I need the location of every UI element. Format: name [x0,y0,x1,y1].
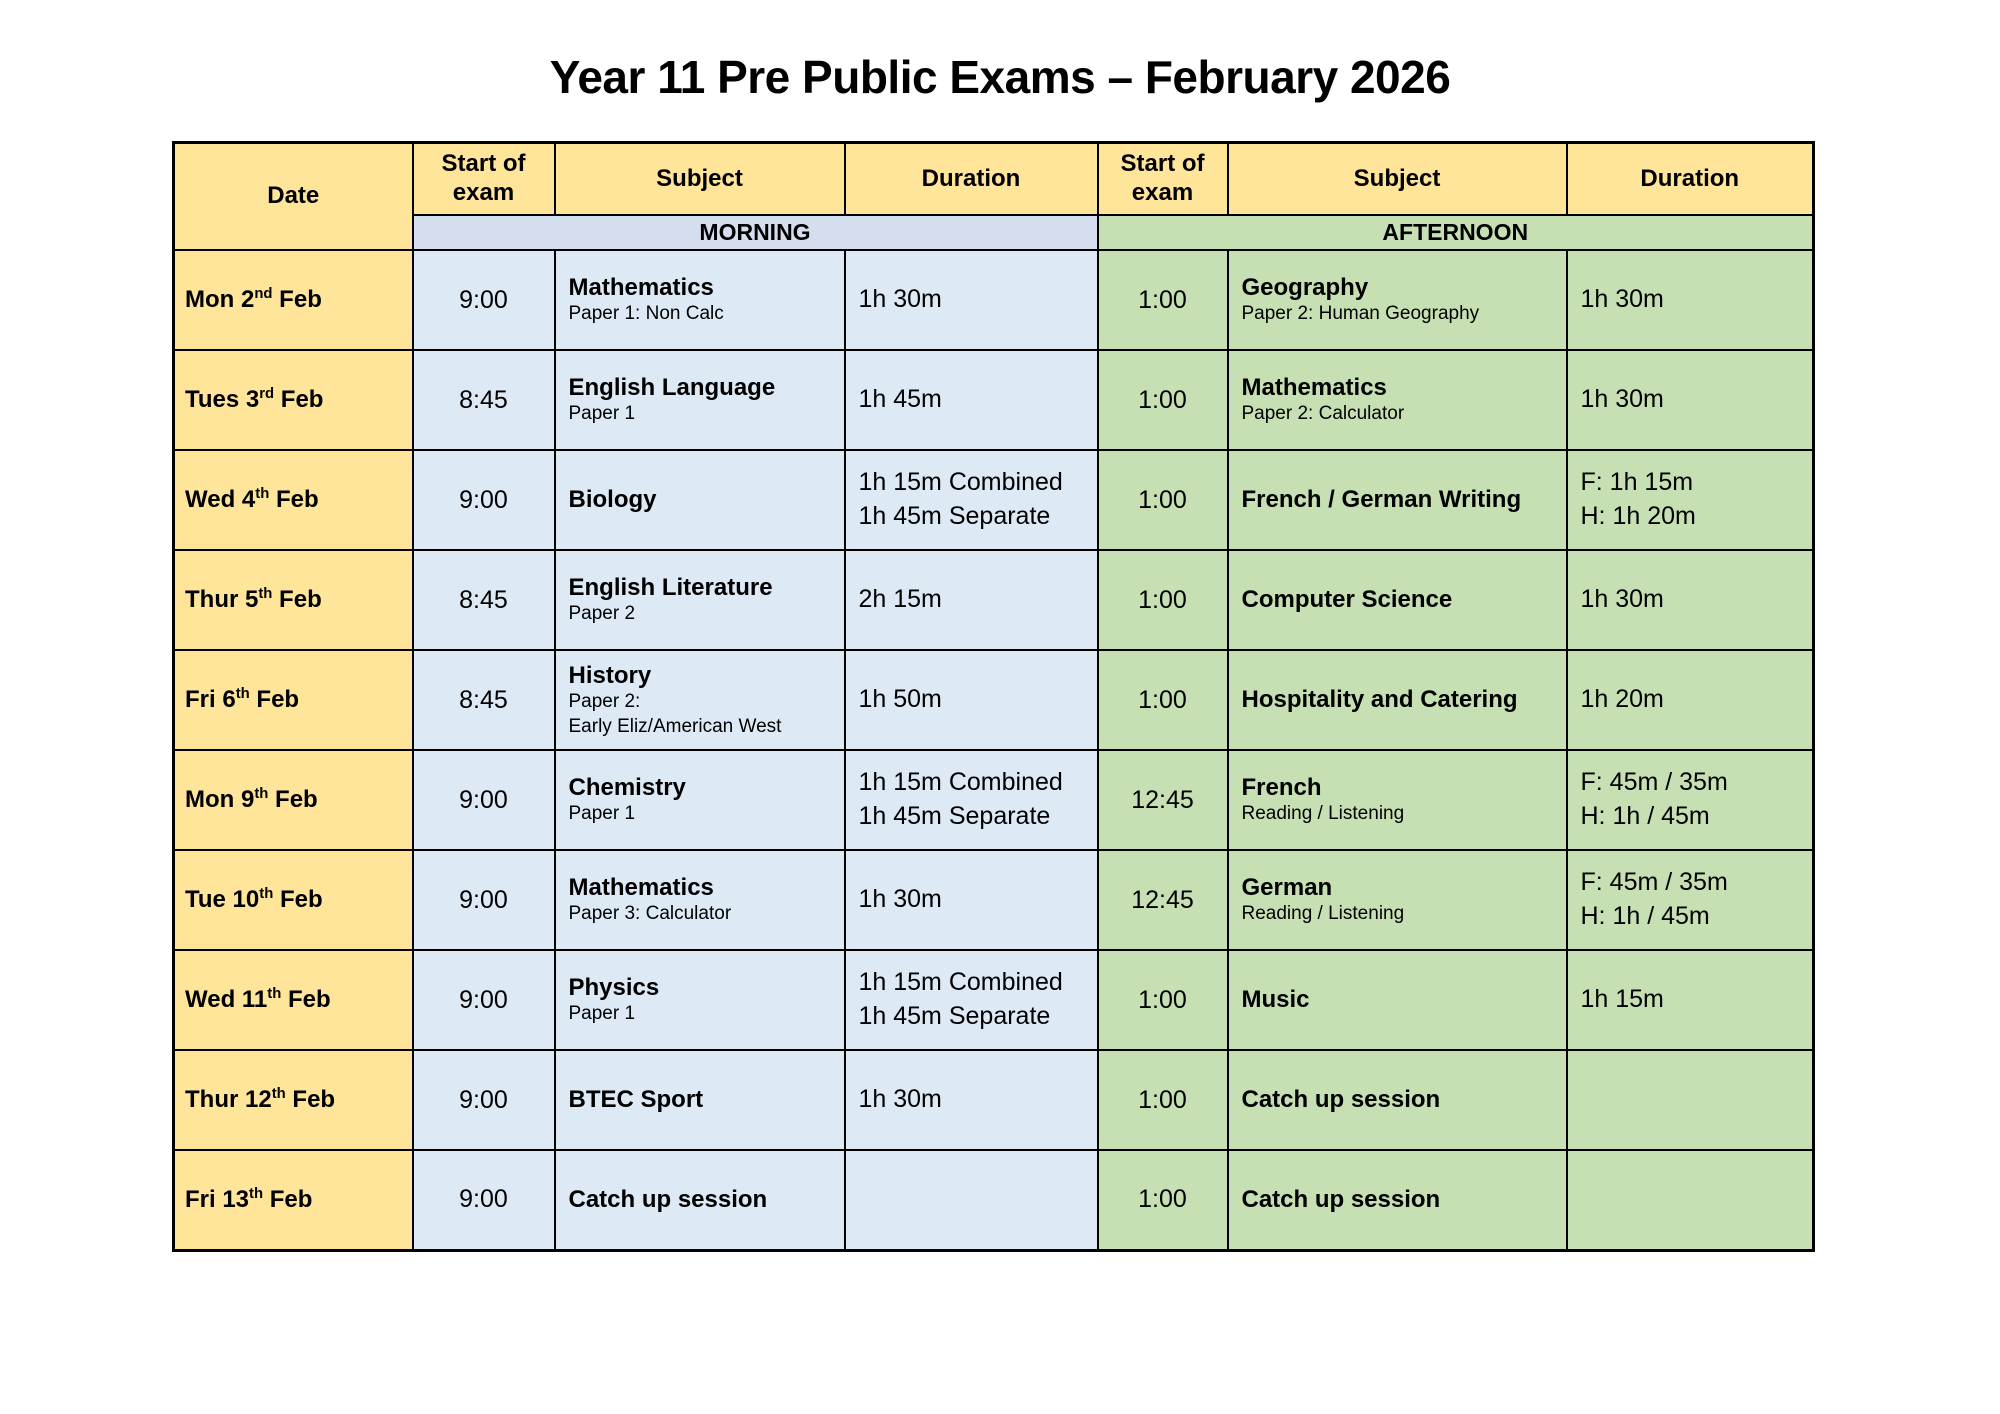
afternoon-duration-line: H: 1h / 45m [1580,902,1710,930]
morning-subject-name: History [568,661,652,689]
afternoon-start-time: 1:00 [1098,1150,1228,1250]
morning-subject-name: Mathematics [568,874,714,902]
date-cell [174,350,413,450]
morning-start-time: 9:00 [413,1150,555,1250]
date-ordinal: th [259,886,274,902]
table-row [174,350,1814,450]
afternoon-subject-name: Music [1241,986,1310,1014]
date-ordinal: th [258,586,273,602]
morning-subject-name: Physics [568,974,660,1002]
table-row [174,950,1814,1050]
morning-subject-detail: Paper 3: Calculator [568,903,732,925]
morning-subject-cell [555,350,845,450]
morning-subject-detail: Paper 1 [568,803,636,825]
date-text [185,986,331,1013]
afternoon-subject-name: Hospitality and Catering [1241,686,1518,714]
afternoon-duration-cell [1567,850,1814,950]
date-text [185,586,322,613]
afternoon-subject-cell [1228,850,1567,950]
morning-duration-cell [845,450,1098,550]
morning-subject-detail: Paper 2: [568,690,641,712]
afternoon-subject-name: Catch up session [1241,1186,1441,1214]
afternoon-subject-cell [1228,950,1567,1050]
morning-subject-cell [555,750,845,850]
date-suffix: Feb [281,986,331,1013]
date-cell [174,1050,413,1150]
date-suffix: Feb [285,1086,336,1113]
afternoon-subject-cell [1228,550,1567,650]
date-text [185,486,319,513]
afternoon-start-time: 12:45 [1098,850,1228,950]
afternoon-duration-line: F: 45m / 35m [1580,768,1728,797]
header-date: Date [174,143,413,251]
afternoon-duration-line: 1h 30m [1580,285,1664,314]
morning-start-time: 9:00 [413,450,555,550]
timetable-body [174,250,1814,1250]
afternoon-subject-cell [1228,750,1567,850]
date-text [185,1086,335,1113]
afternoon-subject-detail: Reading / Listening [1241,903,1405,925]
table-row [174,750,1814,850]
date-cell [174,750,413,850]
date-text [185,286,322,313]
table-row [174,850,1814,950]
morning-duration-line: 1h 15m Combined [858,768,1063,797]
morning-duration-line: 1h 45m Separate [858,802,1051,830]
morning-duration-cell [845,1050,1098,1150]
afternoon-start-time: 1:00 [1098,250,1228,350]
afternoon-subject-name: Geography [1241,274,1369,302]
date-text [185,786,318,813]
morning-subject-detail: Paper 1 [568,1003,636,1025]
morning-duration-line: 1h 15m Combined [858,968,1063,997]
morning-subject-cell [555,650,845,750]
afternoon-duration-cell [1567,950,1814,1050]
morning-duration-cell [845,350,1098,450]
date-prefix: Fri 13 [185,1185,250,1213]
date-prefix: Tue 10 [185,886,260,913]
table-row [174,1050,1814,1150]
date-ordinal: nd [254,286,273,302]
table-row [174,650,1814,750]
morning-subject-detail: Paper 1: Non Calc [568,303,724,325]
header-subject-morning: Subject [555,143,845,216]
date-cell [174,550,413,650]
afternoon-start-time: 1:00 [1098,950,1228,1050]
morning-subject-cell [555,950,845,1050]
morning-start-time: 9:00 [413,750,555,850]
morning-duration-cell [845,250,1098,350]
afternoon-duration-cell [1567,550,1814,650]
morning-subject-name: English Language [568,374,776,402]
date-prefix: Mon 9 [185,786,255,813]
date-ordinal: rd [259,386,275,402]
date-suffix: Feb [272,586,322,613]
morning-duration-line: 1h 30m [858,1085,942,1114]
header-row [174,143,1814,216]
date-text [185,386,323,413]
table-row [174,550,1814,650]
morning-duration-line: 1h 30m [858,285,942,314]
morning-duration-line: 1h 30m [858,885,942,914]
afternoon-duration-cell [1567,1050,1814,1150]
afternoon-subject-detail: Reading / Listening [1241,803,1405,825]
table-row [174,450,1814,550]
header-duration-morning: Duration [845,143,1098,216]
date-ordinal: th [255,486,270,502]
afternoon-duration-line: H: 1h / 45m [1580,802,1710,830]
date-prefix: Thur 12 [185,1086,272,1113]
table-row [174,1150,1814,1250]
date-cell [174,1150,413,1250]
date-ordinal: th [267,986,282,1002]
afternoon-subject-detail: Paper 2: Calculator [1241,403,1405,425]
date-cell [174,950,413,1050]
date-suffix: Feb [263,1185,313,1213]
date-suffix: Feb [269,486,319,513]
afternoon-duration-cell [1567,750,1814,850]
afternoon-duration-cell [1567,350,1814,450]
date-prefix: Wed 4 [185,486,256,513]
header-subject-afternoon: Subject [1228,143,1567,216]
afternoon-start-time: 1:00 [1098,650,1228,750]
date-cell [174,250,413,350]
date-prefix: Thur 5 [185,586,259,613]
date-text [185,686,299,713]
morning-start-time: 9:00 [413,250,555,350]
afternoon-subject-cell [1228,650,1567,750]
date-prefix: Wed 11 [185,986,268,1013]
morning-subject-name: BTEC Sport [568,1086,704,1114]
morning-subject-name: Catch up session [568,1186,768,1214]
afternoon-duration-line: 1h 15m [1580,985,1664,1014]
afternoon-subject-name: Mathematics [1241,374,1387,402]
morning-subject-cell [555,850,845,950]
date-prefix: Mon 2 [185,286,255,313]
morning-subject-cell [555,550,845,650]
morning-duration-line: 1h 45m Separate [858,1002,1051,1030]
afternoon-duration-cell [1567,1150,1814,1250]
header-start-morning: Start of exam [413,143,555,216]
afternoon-subject-detail: Paper 2: Human Geography [1241,303,1480,325]
date-text [185,1186,312,1213]
date-suffix: Feb [249,686,300,713]
session-banner-row [174,215,1814,250]
header-duration-afternoon: Duration [1567,143,1814,216]
afternoon-subject-name: French / German Writing [1241,486,1522,514]
morning-subject-name: Chemistry [568,774,686,802]
afternoon-duration-cell [1567,450,1814,550]
morning-duration-line: 1h 50m [858,685,942,714]
afternoon-banner: AFTERNOON [1098,215,1814,250]
morning-subject-cell [555,1050,845,1150]
morning-duration-cell [845,1150,1098,1250]
morning-duration-cell [845,750,1098,850]
morning-subject-detail: Early Eliz/American West [568,715,782,737]
morning-subject-cell [555,250,845,350]
afternoon-duration-line: 1h 20m [1580,685,1664,714]
morning-start-time: 8:45 [413,350,555,450]
afternoon-subject-name: German [1241,874,1333,902]
afternoon-subject-cell [1228,250,1567,350]
morning-duration-cell [845,550,1098,650]
date-ordinal: th [249,1185,264,1202]
date-suffix: Feb [268,786,318,813]
morning-subject-name: English Literature [568,574,773,602]
morning-start-time: 8:45 [413,650,555,750]
afternoon-subject-name: French [1241,774,1322,802]
afternoon-duration-cell [1567,250,1814,350]
morning-duration-cell [845,650,1098,750]
afternoon-subject-cell [1228,1050,1567,1150]
date-ordinal: th [235,686,250,702]
afternoon-start-time: 12:45 [1098,750,1228,850]
morning-duration-cell [845,950,1098,1050]
morning-start-time: 9:00 [413,1050,555,1150]
afternoon-duration-line: 1h 30m [1580,585,1664,614]
date-cell [174,850,413,950]
date-prefix: Fri 6 [185,686,236,713]
date-cell [174,450,413,550]
date-prefix: Tues 3 [185,386,260,413]
afternoon-subject-name: Computer Science [1241,586,1453,614]
morning-subject-name: Mathematics [568,274,714,302]
morning-duration-line: 2h 15m [858,585,942,614]
morning-banner: MORNING [413,215,1098,250]
afternoon-subject-cell [1228,450,1567,550]
afternoon-duration-cell [1567,650,1814,750]
afternoon-duration-line: F: 1h 15m [1580,468,1694,497]
morning-duration-line: 1h 15m Combined [858,468,1063,497]
afternoon-start-time: 1:00 [1098,450,1228,550]
date-suffix: Feb [273,886,323,913]
date-cell [174,650,413,750]
afternoon-duration-line: 1h 30m [1580,385,1664,414]
afternoon-subject-cell [1228,1150,1567,1250]
morning-start-time: 8:45 [413,550,555,650]
morning-duration-line: 1h 45m [858,385,942,414]
afternoon-duration-line: H: 1h 20m [1580,502,1696,530]
afternoon-start-time: 1:00 [1098,1050,1228,1150]
table-row [174,250,1814,350]
morning-duration-cell [845,850,1098,950]
header-start-afternoon: Start of exam [1098,143,1228,216]
afternoon-duration-line: F: 45m / 35m [1580,868,1728,897]
date-ordinal: th [254,786,269,802]
afternoon-subject-cell [1228,350,1567,450]
afternoon-start-time: 1:00 [1098,350,1228,450]
morning-subject-cell [555,450,845,550]
afternoon-start-time: 1:00 [1098,550,1228,650]
morning-subject-detail: Paper 2 [568,603,636,625]
morning-subject-detail: Paper 1 [568,403,636,425]
page-title: Year 11 Pre Public Exams – February 2026 [549,51,1451,103]
morning-subject-name: Biology [568,486,657,514]
date-suffix: Feb [272,286,322,313]
morning-start-time: 9:00 [413,950,555,1050]
date-text [185,886,323,913]
afternoon-subject-name: Catch up session [1241,1086,1441,1114]
morning-start-time: 9:00 [413,850,555,950]
morning-subject-cell [555,1150,845,1250]
exam-timetable [172,141,1815,1252]
morning-duration-line: 1h 45m Separate [858,502,1051,530]
date-ordinal: th [271,1086,286,1102]
date-suffix: Feb [274,386,324,413]
